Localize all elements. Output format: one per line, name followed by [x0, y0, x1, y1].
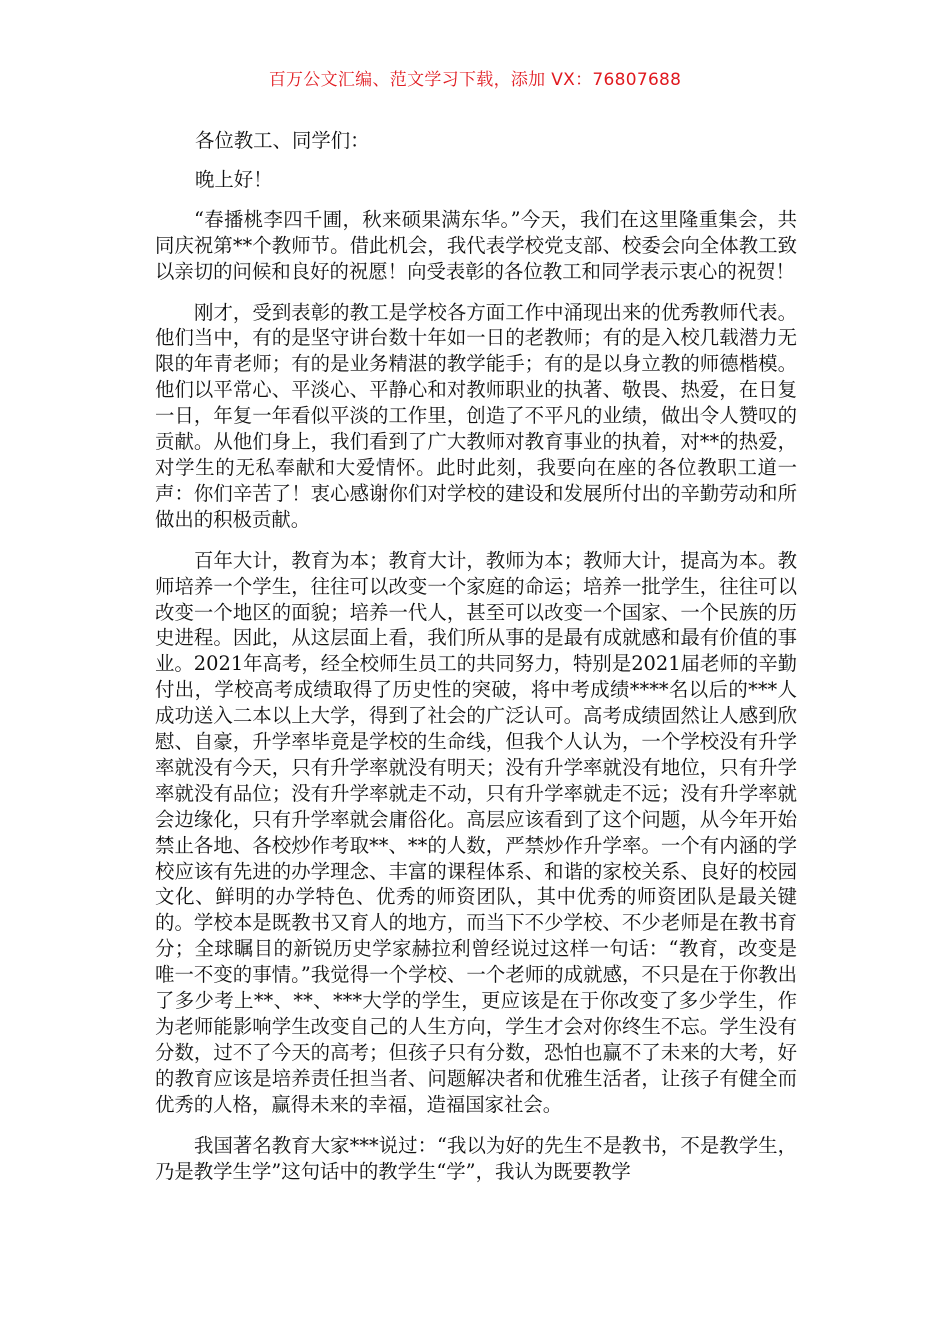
paragraph-opening: “春播桃李四千圃，秋来硕果满东华。”今天，我们在这里隆重集会，共同庆祝第**个教师节。借此机会，我代表学校党支部、校委会向全体教工致以亲切的问候和良好的祝愿！向受表彰的各位教工和同学表示衷心的祝贺！ [155, 207, 797, 283]
paragraph-education: 百年大计，教育为本；教育大计，教师为本；教师大计，提高为本。教师培养一个学生，往往可以改变一个家庭的命运；培养一批学生，往往可以改变一个地区的面貌；培养一代人，甚至可以改变一个国家、一个民族的历史进程。因此，从这层面上看，我们所从事的是最有成就感和最有价值的事业。2021年高考，经全校师生员工的共同努力，特别是2021届老师的辛勤付出，学校高考成绩取得了历史性的突破，将中考成绩****名以后的***人成功送入二本以上大学，得到了社会的广泛认可。高考成绩固然让人感到欣慰、自豪，升学率毕竟是学校的生命线，但我个人认为，一个学校没有升学率就没有今天，只有升学率就没有明天；没有升学率就没有地位，只有升学率就没有品位；没有升学率就走不动，只有升学率就走不远；没有升学率就会边缘化，只有升学率就会庸俗化。高层应该看到了这个问题，从今年开始禁止各地、各校炒作考取**、**的人数，严禁炒作升学率。一个有内涵的学校应该有先进的办学理念、丰富的课程体系、和谐的家校关系、良好的校园文化、鲜明的办学特色、优秀的师资团队，其中优秀的师资团队是最关键的。学校本是既教书又育人的地方，而当下不少学校、不少老师是在教书育分；全球瞩目的新锐历史学家赫拉利曾经说过这样一句话：“教育，改变是唯一不变的事情。”我觉得一个学校、一个老师的成就感，不只是在于你教出了多少考上**、**、***大学的学生，更应该是在于你改变了多少学生，作为老师能影响学生改变自己的人生方向，学生才会对你终生不忘。学生没有分数，过不了今天的高考；但孩子只有分数，恐怕也赢不了未来的大考，好的教育应该是培养责任担当者、问题解决者和优雅生活者，让孩子有健全而优秀的人格，赢得未来的幸福，造福国家社会。 [155, 548, 797, 1116]
paragraph-quote: 我国著名教育大家***说过：“我以为好的先生不是教书，不是教学生，乃是教学生学”这句话中的教学生“学”，我认为既要教学 [155, 1133, 797, 1183]
document-body [155, 128, 797, 1199]
paragraph-commendation: 刚才，受到表彰的教工是学校各方面工作中涌现出来的优秀教师代表。他们当中，有的是坚守讲台数十年如一日的老教师；有的是入校几载潜力无限的年青老师；有的是业务精湛的教学能手；有的是以身立教的师德楷模。他们以平常心、平淡心、平静心和对教师职业的执著、敬畏、热爱，在日复一日，年复一年看似平淡的工作里，创造了不平凡的业绩，做出令人赞叹的贡献。从他们身上，我们看到了广大教师对教育事业的执着，对**的热爱，对学生的无私奉献和大爱情怀。此时此刻，我要向在座的各位教职工道一声：你们辛苦了！衷心感谢你们对学校的建设和发展所付出的辛勤劳动和所做出的积极贡献。 [155, 300, 797, 531]
greeting: 晚上好！ [195, 167, 273, 191]
salutation: 各位教工、同学们： [195, 129, 370, 152]
watermark-header: 百万公文汇编、范文学习下载，添加 VX：76807688 [268, 70, 682, 90]
